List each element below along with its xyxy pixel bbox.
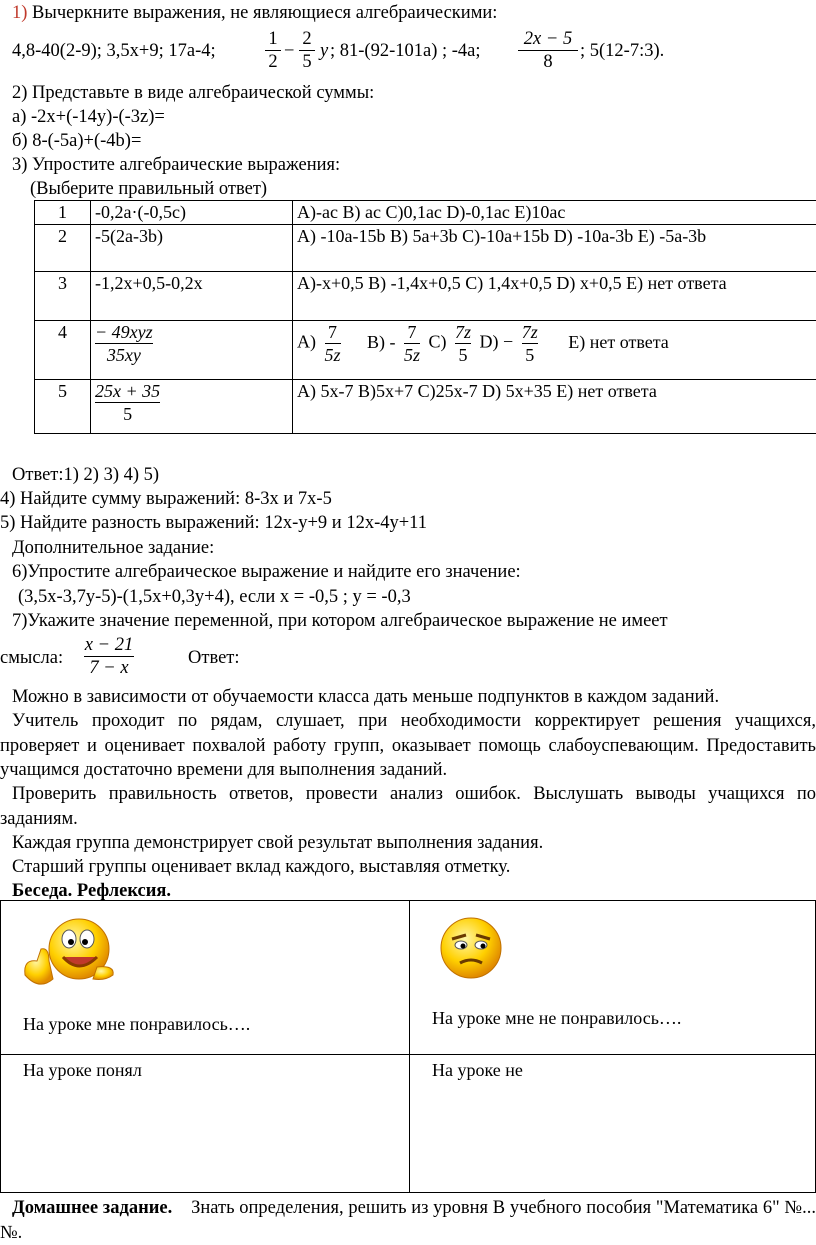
table-row — [35, 272, 816, 321]
answer-d-fraction — [522, 321, 538, 366]
reflection-cell-disliked — [410, 901, 816, 1055]
task2-item-a: а) -2х+(-14у)-(-3z)= — [12, 106, 165, 128]
reflection-disliked-text: На уроке мне не понравилось…. — [432, 1007, 681, 1029]
task3-subtitle: (Выберите правильный ответ) — [30, 178, 267, 200]
row-expression: -1,2х+0,5-0,2х — [91, 272, 293, 321]
reflection-cell-not-understood — [410, 1055, 816, 1193]
paragraph-2: Учитель проходит по рядам, слушает, при необходимости корректирует решения учащихся, проверяет и оценивает похвалой работу групп, оказывает помощь слабоуспевающим. Предоставить учащимся достаточно времени для выполнения заданий. — [0, 709, 816, 783]
frac1-denominator: 2 — [265, 51, 281, 73]
homework-label: Домашнее задание. — [12, 1198, 172, 1218]
task7-prefix: смысла: — [0, 647, 63, 669]
task1-frac2 — [299, 28, 315, 73]
denominator: 5z — [325, 344, 341, 366]
task1-frac3 — [518, 28, 578, 73]
task6: 6)Упростите алгебраическое выражение и найдите его значение: — [12, 561, 521, 583]
row-number: 1 — [35, 201, 91, 225]
table-row — [35, 225, 816, 272]
table-row — [35, 380, 816, 434]
answer-c-fraction — [455, 321, 471, 366]
numerator: 7z — [455, 321, 471, 343]
task2-item-b: б) 8-(-5а)+(-4b)= — [12, 130, 141, 152]
task5: 5) Найдите разность выражений: 12х-у+9 и 12х-4у+11 — [0, 512, 427, 534]
numerator: 7z — [522, 321, 538, 343]
thumbs-up-smiley-icon — [19, 909, 119, 997]
task1-minus: − — [284, 40, 294, 62]
paragraph-5: Старший группы оценивает вклад каждого, выставляя отметку. — [12, 856, 510, 878]
reflection-liked-text: На уроке мне понравилось…. — [23, 1013, 250, 1035]
answer-c-label: С) — [429, 332, 447, 352]
task1-title — [12, 2, 497, 24]
denominator: 5 — [522, 344, 538, 366]
row-answers: А)-х+0,5 В) -1,4х+0,5 С) 1,4х+0,5 D) х+0,5 Е) нет ответа — [293, 272, 816, 321]
task7-fraction — [84, 634, 134, 679]
answer-a-fraction — [325, 321, 341, 366]
answer-b-label: В) - — [367, 332, 396, 352]
task7-answer: Ответ: — [188, 647, 240, 669]
task7: 7)Укажите значение переменной, при котором алгебраическое выражение не имеет — [12, 610, 668, 632]
extra-title: Дополнительное задание: — [12, 537, 214, 559]
expr-denominator: 5 — [95, 403, 160, 425]
answer-d-label: D) − — [480, 332, 514, 352]
expr-fraction — [95, 321, 153, 366]
y-variable: y — [320, 41, 328, 61]
task2-title: 2) Представьте в виде алгебраической суммы: — [12, 82, 374, 104]
task7-numerator: x − 21 — [84, 634, 134, 656]
table-row — [1, 1055, 816, 1193]
reflection-not-understood-text: На уроке не — [432, 1059, 523, 1081]
answer-e-label: Е) нет ответа — [568, 332, 669, 352]
row-expression: -0,2а·(-0,5с) — [91, 201, 293, 225]
answer-b-fraction — [404, 321, 420, 366]
homework-text: Знать определения, решить из уровня В учебного пособия "Математика 6" №...№. — [0, 1198, 816, 1243]
reflection-understood-text: На уроке понял — [23, 1059, 142, 1081]
row-answers — [293, 321, 816, 380]
row-answers: А) 5х-7 В)5х+7 С)25х-7 D) 5х+35 Е) нет ответа — [293, 380, 816, 434]
task1-frac1 — [265, 28, 281, 73]
expr-denominator: 35xy — [95, 344, 153, 366]
task1-title-text: Вычеркните выражения, не являющиеся алгебраическими: — [27, 3, 497, 23]
row-number: 5 — [35, 380, 91, 434]
task1-y — [320, 40, 328, 62]
task1-expr-b: ; 81-(92-101а) ; -4а; — [330, 40, 481, 62]
task1-expr-c: ; 5(12-7:3). — [580, 40, 664, 62]
row-number: 2 — [35, 225, 91, 272]
task7-denominator: 7 − x — [84, 657, 134, 679]
task1-number: 1) — [12, 3, 27, 23]
task4: 4) Найдите сумму выражений: 8-3х и 7х-5 — [0, 488, 332, 510]
frac1-numerator: 1 — [265, 28, 281, 50]
table-row — [35, 321, 816, 380]
frac2-numerator: 2 — [299, 28, 315, 50]
row-number: 4 — [35, 321, 91, 380]
task1-expr-a: 4,8-40(2-9); 3,5х+9; 17а-4; — [12, 40, 216, 62]
row-answers: А) -10а-15b В) 5а+3b С)-10а+15b D) -10а-3b Е) -5а-3b — [293, 225, 816, 272]
reflection-cell-liked — [1, 901, 410, 1055]
homework — [0, 1196, 816, 1245]
reflection-table — [0, 900, 816, 1193]
row-number: 3 — [35, 272, 91, 321]
row-expression — [91, 380, 293, 434]
reflection-title: Беседа. Рефлексия. — [12, 880, 171, 902]
expr-numerator: − 49xyz — [95, 321, 153, 343]
frac2-denominator: 5 — [299, 51, 315, 73]
answer-a-label: А) — [297, 332, 316, 352]
numerator: 7 — [325, 321, 341, 343]
row-expression: -5(2а-3b) — [91, 225, 293, 272]
frac3-numerator: 2x − 5 — [518, 28, 578, 50]
paragraph-1: Можно в зависимости от обучаемости класса дать меньше подпунктов в каждом заданий. — [0, 685, 816, 710]
task3-title: 3) Упростите алгебраические выражения: — [12, 154, 340, 176]
task6-expression: (3,5х-3,7у-5)-(1,5х+0,3у+4), если х = -0,5 ; у = -0,3 — [18, 586, 411, 608]
task3-table — [34, 200, 816, 434]
paragraph-4: Каждая группа демонстрирует свой результат выполнения задания. — [12, 832, 543, 854]
numerator: 7 — [404, 321, 420, 343]
frac3-denominator: 8 — [518, 51, 578, 73]
denominator: 5z — [404, 344, 420, 366]
displeased-smiley-icon — [436, 913, 506, 983]
table-row — [35, 201, 816, 225]
row-expression — [91, 321, 293, 380]
expr-numerator: 25x + 35 — [95, 380, 160, 402]
row-answers: А)-ас В) ас С)0,1ас D)-0,1ас Е)10ас — [293, 201, 816, 225]
denominator: 5 — [455, 344, 471, 366]
paragraph-3: Проверить правильность ответов, провести анализ ошибок. Выслушать выводы учащихся по заданиям. — [0, 782, 816, 831]
table-row — [1, 901, 816, 1055]
answer-line: Ответ:1) 2) 3) 4) 5) — [12, 464, 159, 486]
expr-fraction — [95, 380, 160, 425]
reflection-cell-understood — [1, 1055, 410, 1193]
